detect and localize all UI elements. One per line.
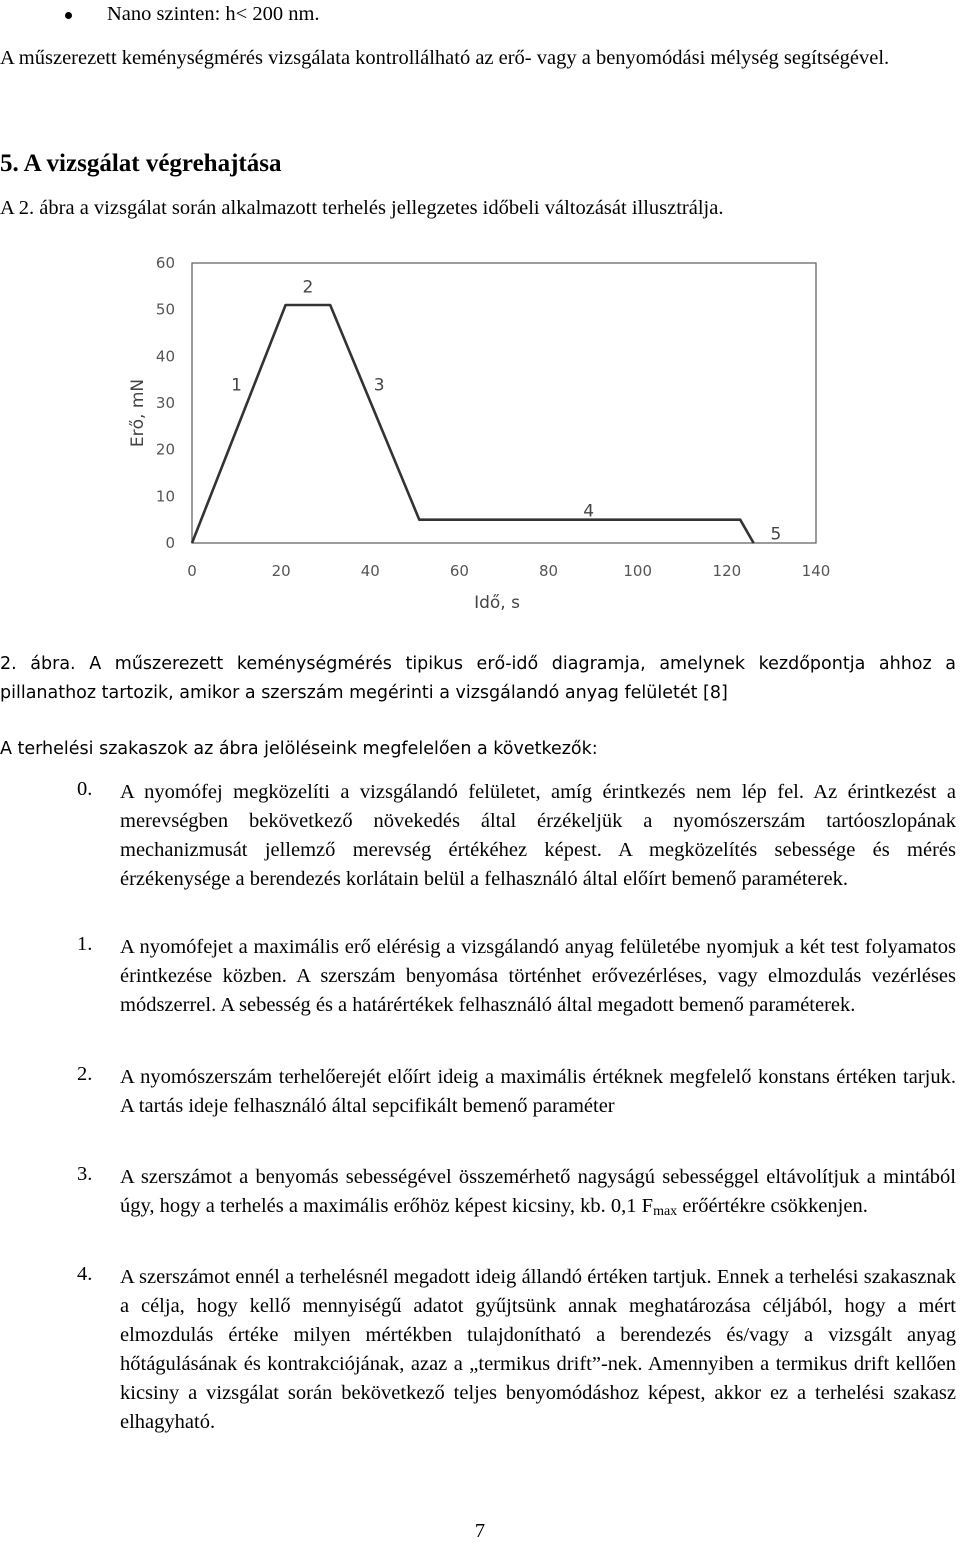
y-tick-label: 40 <box>155 347 175 366</box>
item-number: 1. <box>77 933 93 955</box>
figure-caption <box>0 650 956 708</box>
item-text <box>120 1163 956 1226</box>
x-tick-label: 20 <box>271 562 291 580</box>
x-tick-label: 0 <box>187 562 197 580</box>
x-tick-label: 80 <box>539 562 559 580</box>
y-tick-label: 0 <box>165 534 175 552</box>
x-tick-label: 100 <box>623 562 653 580</box>
item-text: A szerszámot ennél a terhelésnél megadott ideig állandó értéken tartjuk. Ennek a terhelési szakasznak a célja, hogy kellő mennyiségű adatot gyűjtsünk annak meghatározása céljából, hogy a mért elmozdulás értéke milyen mértékben tulajdonítható a berendezés és/vagy a vizsgált anyag hőtágulásának és kontrakciójának, azaz a „termikus drift”-nek. Amennyiben a termikus drift kellően kicsiny a vizsgálat során bekövetkező teljes benyomódáshoz képest, akkor ez a terhelési szakasz elhagyható. <box>120 1266 956 1433</box>
section-heading: 5. A vizsgálat végrehajtása <box>0 150 282 177</box>
bullet-dot-icon <box>65 12 72 19</box>
caption-text: A műszerezett keménységmérés tipikus erő-idő diagramja, amelynek kezdőpontja ahhoz a pillanathoz tartozik, amikor a szerszám megérinti a vizsgálandó anyag felületét [8] <box>0 654 956 703</box>
x-tick-label: 60 <box>449 562 469 580</box>
force-time-chart <box>125 245 845 630</box>
figure-reference-line: A 2. ábra a vizsgálat során alkalmazott terhelés jellegzetes időbeli változását illusztrálja. <box>0 197 724 219</box>
y-tick-label: 60 <box>155 254 175 272</box>
x-tick-label: 140 <box>801 562 831 580</box>
x-tick-label: 120 <box>712 562 742 580</box>
item-text: A nyomófej megközelíti a vizsgálandó felületet, amíg érintkezés nem lép fel. Az érintkezést a merevségben bekövetkező növekedés által érzékeljük a nyomószerszám tartóoszlopának mechanizmusát jellemző merevség értékéhez képest. A megközelítés sebessége és mérés érzékenysége a berendezés korlátain belül a felhasználó által előírt bemenő paraméterek. <box>120 781 956 890</box>
series-line <box>192 305 754 543</box>
y-tick-label: 10 <box>155 487 175 506</box>
x-tick-label: 40 <box>360 562 380 580</box>
list-intro: A terhelési szakaszok az ábra jelöléseink megfelelően a következők: <box>0 739 598 759</box>
item-number: 0. <box>77 778 93 800</box>
segment-annotation: 2 <box>302 277 314 298</box>
intro-paragraph: A műszerezett keménységmérés vizsgálata kontrollálható az erő- vagy a benyomódási mélység segítségével. <box>0 47 890 69</box>
y-tick-label: 50 <box>155 300 175 319</box>
item-text-after: erőértékre csökkenjen. <box>677 1195 868 1217</box>
item-text: A nyomószerszám terhelőerejét előírt ideig a maximális értéknek megfelelő konstans értéken tarjuk. A tartás ideje felhasználó által sepcifikált bemenő paraméter <box>120 1066 956 1117</box>
bullet-text: Nano szinten: h< 200 nm. <box>107 3 320 25</box>
segment-annotation: 5 <box>770 524 782 545</box>
item-text: A nyomófejet a maximális erő elérésig a vizsgálandó anyag felületébe nyomjuk a két test folyamatos érintkezése közben. A szerszám benyomása történhet erővezérléses, vagy elmozdulás vezérléses módszerrel. A sebesség és a határértékek felhasználó által megadott bemenő paraméterek. <box>120 936 956 1016</box>
item-number: 2. <box>77 1063 93 1085</box>
y-axis-label: Erő, mN <box>128 378 148 448</box>
caption-label: 2. ábra. <box>0 654 76 674</box>
page-number: 7 <box>474 1520 486 1542</box>
x-axis-label: Idő, s <box>474 593 520 613</box>
chart-svg <box>125 245 845 625</box>
item-text-subscript: max <box>653 1204 678 1219</box>
item-number: 4. <box>77 1263 93 1285</box>
item-number: 3. <box>77 1163 93 1185</box>
y-tick-label: 30 <box>155 394 175 412</box>
y-tick-label: 20 <box>155 440 175 459</box>
segment-annotation: 4 <box>583 501 595 522</box>
segment-annotation: 1 <box>231 375 242 396</box>
segment-annotation: 3 <box>373 375 385 396</box>
item-text-before: A szerszámot a benyomás sebességével összemérhető nagyságú sebességgel eltávolítjuk a mintából úgy, hogy a terhelés a maximális erőhöz képest kicsiny, kb. 0,1 F <box>120 1166 956 1217</box>
